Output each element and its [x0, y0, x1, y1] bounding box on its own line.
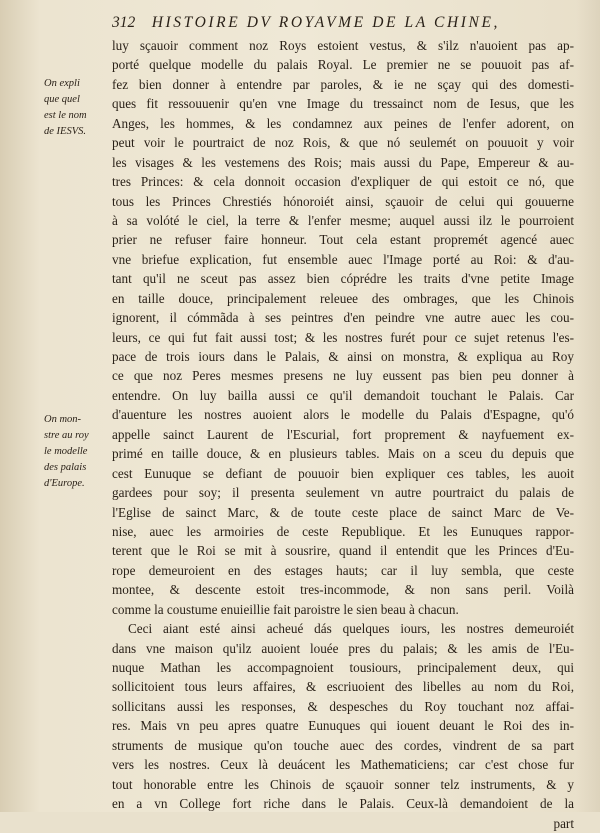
margin-note-palace-model — [44, 412, 110, 492]
margin-note-line: le modelle — [44, 446, 88, 457]
text-line: montee, & descente estoit tres-incommode, & non sans peril. Voilà — [112, 582, 574, 598]
text-line: les visages & les vestemens des Rois; mais aussi du Pape, Empereur & au- — [112, 154, 574, 170]
text-line: en a vn College fort riche dans le Palais. Ceux-là demandoient de la — [112, 796, 574, 812]
margin-note-line: est le nom — [44, 110, 87, 121]
text-line: cest Eunuque se defiant de pouuoir bien expliquer ces tables, les auoit — [112, 465, 574, 481]
text-line: fez bien donner à entendre par paroles, & ie ne sçay qui des domesti- — [112, 76, 574, 92]
text-line: tous les Princes Chrestiés hónoroiét ainsi, sçauoir de celui qui gouuerne — [112, 193, 574, 209]
text-line: sollicitans aussi les responses, & despesches du Roy touchant noz affai- — [112, 698, 574, 714]
page-edge-shadow — [576, 0, 600, 812]
text-line: porté quelque modelle du palais Royal. Le premier ne se pouuoit pas af- — [112, 57, 574, 73]
margin-note-line: On expli — [44, 78, 80, 89]
text-line: luy sçauoir comment noz Roys estoient vestus, & s'ilz n'auoient pas ap- — [112, 38, 574, 53]
margin-note-line: des palais — [44, 462, 87, 473]
text-line: à sa volóté le ciel, la terre & l'enfer mesme; auquel aussi ilz le pourroient — [112, 212, 574, 228]
margin-note-line: On mon- — [44, 414, 82, 425]
text-line: tres Princes: & cela donnoit occasion d'expliquer de qui estoit ce nó, que — [112, 174, 574, 190]
text-line: ce que noz Peres mesmes presens ne luy eussent pas bien peu donner à — [112, 368, 574, 384]
text-line: nuque Mathan les accompagnoient tousiours, principalement deux, qui — [112, 660, 574, 675]
text-line: rope demeuroient en des estages hauts; car il luy sembla, que ceste — [112, 562, 574, 578]
text-line: d'auenture les nostres auoient alors le modelle du Palais d'Espagne, qu'ó — [112, 407, 574, 423]
text-line: vne briefue explication, fut ensemble auec l'Image porté au Roi: & d'au- — [112, 251, 574, 267]
text-line: Anges, les hommes, & les condamnez aux peines de l'enfer adorent, on — [112, 115, 574, 131]
text-line: primé en taille douce, & en plusieurs tables. Mais on a sceu du depuis que — [112, 446, 574, 462]
text-line: prier ne refuser faire honneur. Tout cela estant propremét agencé auec — [112, 232, 574, 248]
text-line: res. Mais vn peu apres quatre Eunuques qui iouent deuant le Roi des in- — [112, 718, 574, 734]
margin-note-line: d'Europe. — [44, 478, 85, 489]
text-line: peut voir le pourtraict de noz Rois, & que nó seulemét on pouuoit y voir — [112, 135, 574, 151]
text-line: entendre. On luy bailla aussi ce qu'il demandoit touchant le Palais. Car — [112, 387, 574, 403]
running-title: HISTOIRE DV ROYAVME DE LA CHINE, — [151, 14, 501, 31]
text-line: terent que le Roi se mit à sousrire, quand il entendit que les Princes d'Eu- — [112, 543, 574, 559]
margin-note-line: que quel — [44, 94, 80, 105]
text-line: en taille douce, principalement releuee des ombrages, que les Chinois — [112, 290, 574, 306]
text-line: gardees pour soy; il presenta seulement vn autre pourtraict du palais de — [112, 485, 574, 501]
text-line: dans vne maison qu'ilz auoient louée pres du palais; & les amis de l'Eu- — [112, 640, 574, 656]
text-line: comme la coustume enuieillie fait paroistre le sien beau à chacun. — [112, 601, 459, 617]
text-line: sollicitoient tous leurs affaires, & escriuoient des libelles au nom du Roi, — [112, 679, 574, 695]
margin-note-name-of-jesus — [44, 76, 110, 140]
text-line: Ceci aiant esté ainsi acheué dás quelques iours, les nostres demeuroiét — [128, 621, 574, 637]
text-line: vers les nostres. Ceux là deuácent les Mathematiciens; car c'est chose fur — [112, 757, 574, 773]
text-line: nise, auec les armoiries de ceste Republique. Et les Eunuques rappor- — [112, 523, 574, 539]
page-number: 312 — [112, 14, 136, 31]
running-head — [112, 14, 582, 32]
text-line: ignorent, il cómmãda à ses peintres d'en peindre vne autre auec les cou- — [112, 310, 574, 326]
text-line: appelle sainct Laurent de l'Escurial, fort proprement & nayfuement ex- — [112, 426, 574, 442]
text-line: ques fit ressouuenir qu'en vne Image du tressainct nom de Iesus, que les — [112, 96, 574, 112]
text-line: leurs, ce qui fut fait aussi tost; & les nostres furét pour ce sujet retenus l'es- — [112, 329, 574, 345]
text-line: struments de musique qu'on touche auec des cordes, vindrent de sa part — [112, 737, 574, 753]
body-text — [112, 36, 574, 833]
text-line: pace de trois iours dans le Palais, & ainsi on monstra, & expliqua au Roy — [112, 349, 574, 364]
text-line: tout honorable entre les Chinois de sçauoir sonner telz instruments, & y — [112, 776, 574, 792]
margin-note-line: de IESVS. — [44, 126, 86, 137]
margin-note-line: stre au roy — [44, 430, 89, 441]
catchword: part — [553, 815, 574, 831]
text-line: l'Eglise de sainct Marc, & de toute ceste place de sainct Marc de Ve- — [112, 504, 574, 520]
text-line: tant qu'il ne sceut pas assez bien cóprédre les traits d'vne petite Image — [112, 271, 574, 287]
